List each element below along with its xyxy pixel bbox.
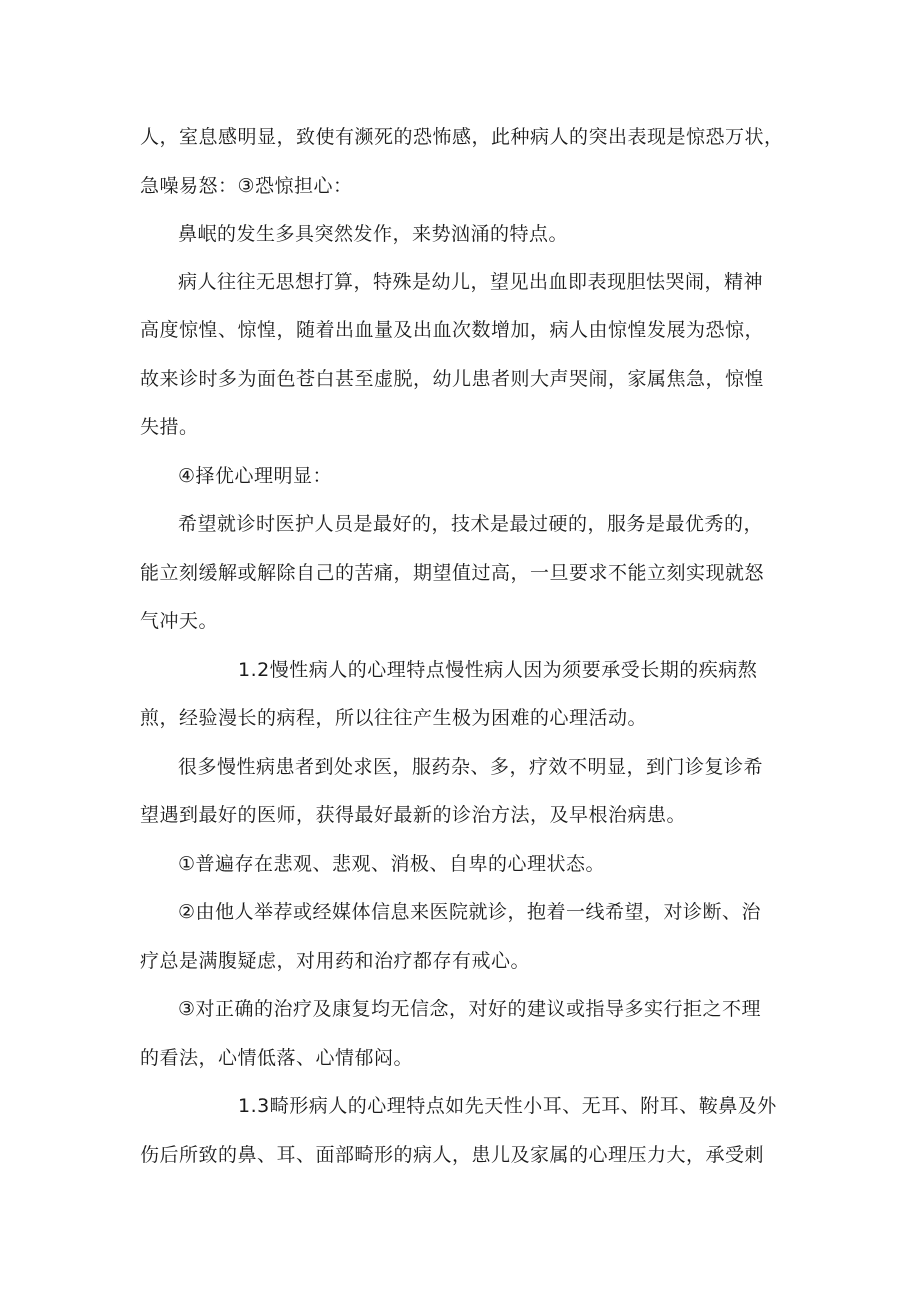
text-line: 疗总是满腹疑虑，对用药和治疗都存有戒心。 bbox=[140, 950, 531, 972]
text-line: 故来诊时多为面色苍白甚至虚脱，幼儿患者则大声哭闹，家属焦急，惊惶 bbox=[140, 368, 765, 390]
text-line: 伤后所致的鼻、耳、面部畸形的病人，患儿及家属的心理压力大，承受刺 bbox=[140, 1144, 765, 1166]
paragraph-line: 鼻岷的发生多具突然发作，来势汹涌的特点。 bbox=[178, 223, 569, 245]
paragraph-line: ③对正确的治疗及康复均无信念，对好的建议或指导多实行拒之不理 bbox=[178, 998, 762, 1020]
section-heading-line: 1.3畸形病人的心理特点如先天性小耳、无耳、附耳、鞍鼻及外 bbox=[238, 1095, 777, 1117]
text-line: 气冲天。 bbox=[140, 610, 219, 632]
text-line: 人，室息感明显，致使有濒死的恐怖感，此种病人的突出表现是惊恐万状， bbox=[140, 126, 784, 148]
text-line: 高度惊惶、惊惶，随着出血量及出血次数增加，病人由惊惶发展为恐惊， bbox=[140, 319, 765, 341]
text-line: 急噪易怒：③恐惊担心： bbox=[140, 175, 353, 197]
paragraph-line: 希望就诊时医护人员是最好的，技术是最过硬的，服务是最优秀的， bbox=[178, 513, 764, 535]
section-heading-line: 1.2慢性病人的心理特点慢性病人因为须要承受长期的疾病熬 bbox=[238, 659, 758, 681]
paragraph-line: 很多慢性病患者到处求医，服药杂、多，疗效不明显，到门诊复诊希 bbox=[178, 756, 764, 778]
text-line: 能立刻缓解或解除自己的苦痛，期望值过高，一旦要求不能立刻实现就怒 bbox=[140, 562, 765, 584]
text-line: 失措。 bbox=[140, 416, 199, 438]
paragraph-line: ④择优心理明显： bbox=[178, 465, 333, 487]
paragraph-line: ②由他人举荐或经媒体信息来医院就诊，抱着一线希望，对诊断、治 bbox=[178, 901, 762, 923]
text-line: 望遇到最好的医师，获得最好最新的诊治方法，及早根治病患。 bbox=[140, 804, 687, 826]
paragraph-line: 病人往往无思想打算，特殊是幼儿，望见出血即表现胆怯哭闹，精神 bbox=[178, 271, 764, 293]
paragraph-line: ①普遍存在悲观、悲观、消极、自卑的心理状态。 bbox=[178, 853, 606, 875]
text-line: 的看法，心情低落、心情郁闷。 bbox=[140, 1047, 414, 1069]
text-line: 煎，经验漫长的病程，所以往往产生极为困难的心理活动。 bbox=[140, 707, 648, 729]
